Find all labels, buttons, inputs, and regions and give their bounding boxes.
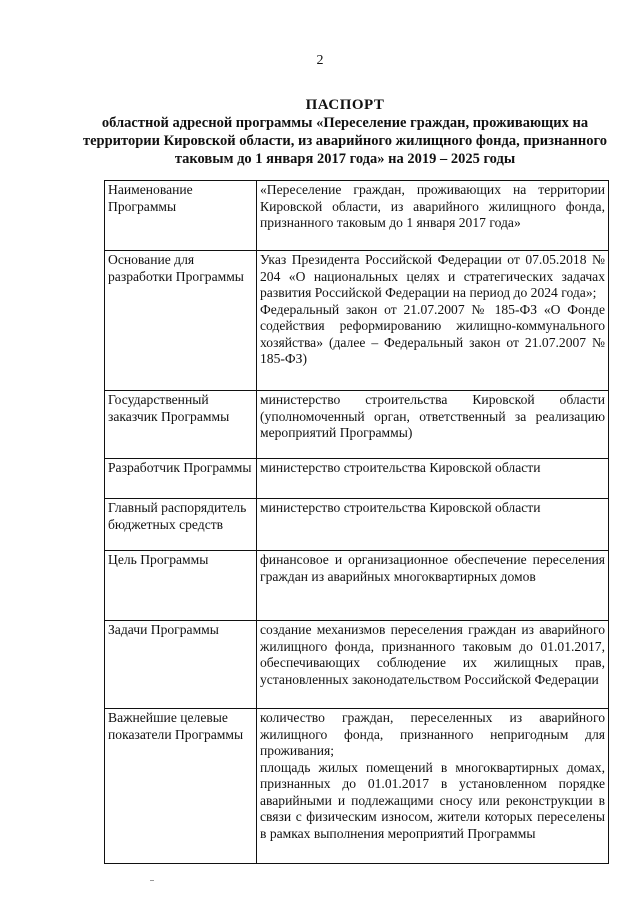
row-paragraph: количество граждан, переселенных из аварийного жилищного фонда, признанного непригодным для проживания;: [260, 710, 605, 758]
scan-speck: [150, 880, 154, 881]
table-row: [105, 251, 609, 391]
table-row: [105, 551, 609, 621]
row-value: [257, 391, 609, 459]
row-paragraph: Федеральный закон от 21.07.2007 № 185-ФЗ «О Фонде содействия реформированию жилищно-коммунального хозяйства» (далее – Федеральный закон от 21.07.2007 № 185-ФЗ): [260, 301, 605, 366]
table-row: [105, 391, 609, 459]
row-paragraph: площадь жилых помещений в многоквартирных домах, признанных до 01.01.2017 в установленном порядке аварийными и подлежащими сносу или реконструкции в связи с физическим износом, жители которых переселены в рамках выполнения мероприятий Программы: [260, 759, 605, 841]
row-value: [257, 181, 609, 251]
row-label: Основание для разработки Программы: [105, 251, 257, 391]
table-row: [105, 459, 609, 499]
row-label: Главный распорядитель бюджетных средств: [105, 499, 257, 551]
row-value: [257, 551, 609, 621]
row-label: Важнейшие целевые показатели Программы: [105, 709, 257, 864]
page-number: 2: [316, 53, 324, 68]
document-heading: [80, 96, 610, 168]
row-paragraph: «Переселение граждан, проживающих на территории Кировской области, из аварийного жилищного фонда, признанного таковым до 1 января 2017 года»: [260, 182, 605, 230]
row-paragraph: министерство строительства Кировской области: [260, 500, 541, 515]
row-value: [257, 709, 609, 864]
document-subtitle: областной адресной программы «Переселение граждан, проживающих на территории Кировской области, из аварийного жилищного фонда, признанного таковым до 1 января 2017 года» на 2019 – 2025 годы: [83, 115, 607, 167]
row-paragraph: финансовое и организационное обеспечение переселения граждан из аварийных многоквартирных домов: [260, 552, 605, 584]
passport-table: [104, 180, 609, 864]
row-value: [257, 621, 609, 709]
table-row: [105, 621, 609, 709]
row-label: Наименование Программы: [105, 181, 257, 251]
table-row: [105, 499, 609, 551]
row-label: Разработчик Программы: [105, 459, 257, 499]
table-row: [105, 709, 609, 864]
row-paragraph: министерство строительства Кировской области: [260, 460, 541, 475]
row-value: [257, 459, 609, 499]
row-value: [257, 251, 609, 391]
row-label: Задачи Программы: [105, 621, 257, 709]
row-value: [257, 499, 609, 551]
row-paragraph: министерство строительства Кировской области (уполномоченный орган, ответственный за реализацию мероприятий Программы): [260, 392, 605, 440]
row-label: Государственный заказчик Программы: [105, 391, 257, 459]
row-paragraph: Указ Президента Российской Федерации от 07.05.2018 № 204 «О национальных целях и стратегических задачах развития Российской Федерации на период до 2024 года»;: [260, 252, 605, 300]
table-row: [105, 181, 609, 251]
document-title: ПАСПОРТ: [305, 97, 385, 113]
row-paragraph: создание механизмов переселения граждан из аварийного жилищного фонда, признанного таковым до 01.01.2017, обеспечивающих соблюдение их жилищных прав, установленных законодательством Российской Федерации: [260, 622, 605, 687]
row-label: Цель Программы: [105, 551, 257, 621]
